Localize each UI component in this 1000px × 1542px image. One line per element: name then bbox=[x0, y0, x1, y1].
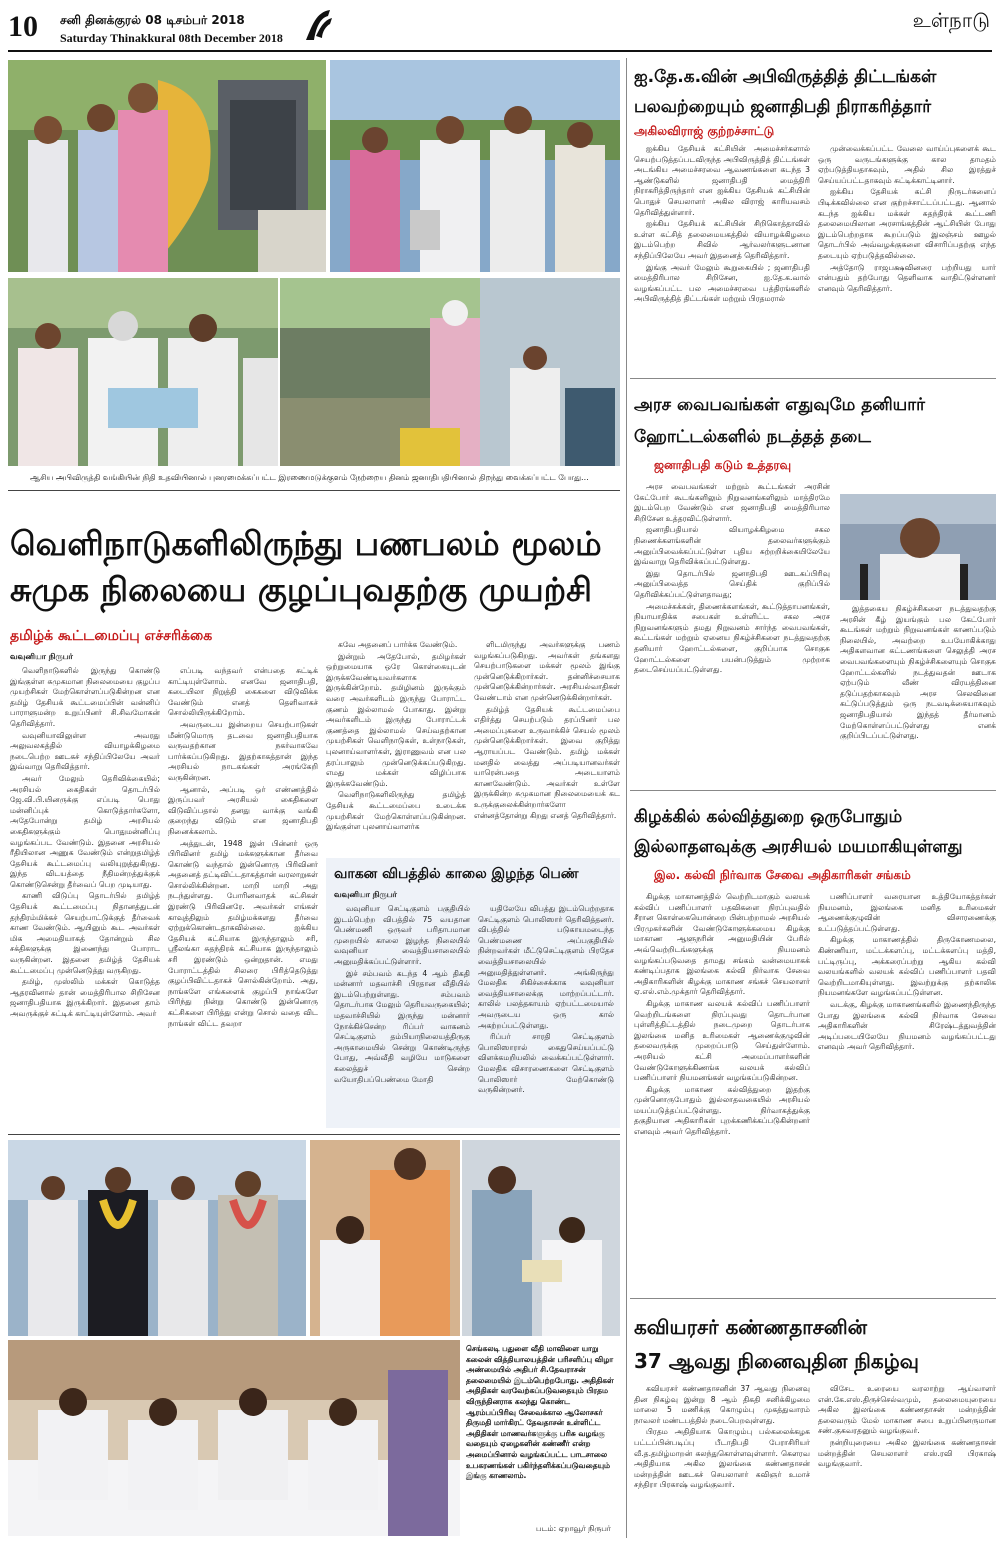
paragraph: பணிப்பாளர் வரையான உத்தியோகத்தர்கள் நியமனம், இலங்கை மனித உரிமைகள் ஆணைக்குழுவின் விசாரணைக்கு உட்படுத்தப்பட்டுள்ளது. bbox=[818, 892, 996, 933]
hotel-column-2 bbox=[840, 604, 996, 782]
tamil-date: சனி தினக்குரல் 08 டிசம்பர் 2018 bbox=[60, 13, 245, 27]
paragraph: தமிழ், முஸ்லிம் மக்கள் கொடுத்த ஆதரவினால் தான் மைத்திரிபால சிறிசேன ஜனாதிபதியாக இருக்கிறார். இதனை தாம் அவருக்குச் சுட்டிக் காட்டியுள்ளோம். அவர் bbox=[10, 977, 160, 1018]
paragraph: காணி விடுப்பு தொடர்பில் தமிழ்த் தேசியக் கூட்டமைப்பு நிதானத்துடன் தந்திரம்மிக்கச் செயற்பாட்டுக்குத் தீர்வைக் காண வேண்டும். ஆயினும் கூட அவர்கள் மிக அமைதியாகத் தோன்றும் சில சக்திகளுக்கு இணைந்து போராட வருகின்றன. இதனை தமிழ்த் தேசியக் கூட்டமைப்பு முன்னெடுத்து வருகிறது. bbox=[10, 891, 160, 975]
kannadasan-headline-line2: 37 ஆவது நினைவுதின நிகழ்வு bbox=[634, 1349, 919, 1373]
newspaper-logo-icon bbox=[302, 6, 336, 44]
paragraph: யதிலேயே விபத்து இடம்பெற்றதாக செட்டிகுளம் பொலிஸார் தெரிவித்தனர். விபத்தில் படுகாயமடைந்த பெண்மணை அப்பகுதியில் நின்றவர்கள் மீட்டுசெட்டிகுளம் பிரதேச வைத்தியசாலையில் அனுமதித்துள்ளனர். அங்கிருந்து மேலதிக சிகிச்சைக்காக வவுனியா வைத்தியசாலைக்கு மாற்றப்பட்டார். காலில் பலத்தகாயம் ஏற்பட்டமையால் அவருடைய ஒரு கால் அகற்றப்பட்டுள்ளது. bbox=[478, 904, 614, 1030]
paragraph: எப்படி வந்தவர் என்பதை சுட்டிக் காட்டியுள்ளோம். எனவே ஜனாதிபதி, கடையிலா நிறுத்தி கைகளை விடுவிக்க வேண்டும் எனத் தெளிவாகச் சொல்லியிருக்கிறோம். bbox=[168, 666, 318, 718]
photo-students-group bbox=[8, 1340, 460, 1536]
hotel-column-1 bbox=[634, 482, 830, 782]
paragraph: தமிழ்த் தேசியக் கூட்டமைப்பை எதிர்த்து செயற்படும் தரப்பினர் பல அமைப்புகளை உருவாக்கிச் செயல் மூலம் முன்னெடுக்கிறார்கள். இவை குறித்து ஆராயப்பட வேண்டும். தமிழ் மக்கள் மனதில் வைத்து அப்படியானவர்கள் யாரென்பதை அடையாளம் காணவேண்டும். அவர்கள் உள்ளே இருக்கின்ற சுமுகமான நிலைமையைக் கட உருக்குலைக்கின்றார்களோ என்னத்தோன்று கிறது எனத் தெரிவித்தார். bbox=[474, 704, 620, 820]
paragraph: கிழக்கு மாகாண கல்வித்துறை இதற்கு முன்னொருபோதும் இல்லாதவகையில் அரசியல் மயப்படுத்தப்பட்டுள்ளது. நிர்வாகத்துக்கு தகுதியான அதிகாரிகள் புறக்கணிக்கப்படுகின்றனர் எனவும் அவர் தெரிவித்தார். bbox=[634, 1084, 810, 1137]
paragraph: வவுனியாவிலுள்ள அவரது அலுவலகத்தில் வியாழக்கிழமை நடைபெற்ற ஊடகச் சந்திப்பிலேயே அவர் இவ்வாறு தெரிவித்தார். bbox=[10, 730, 160, 772]
paragraph: அவர் மேலும் தெரிவிக்கையில்; அரசியல் கைதிகள் தொடர்பில் ஜே.வி.பி.யினருக்கு எப்படி பொது மன்னிப்புக் கொடுத்தார்களோ, அதேபோன்று தமிழ் அரசியல் கைதிகளுக்கும் பொதுமன்னிப்பு வழங்கப்பட வேண்டும். இதனை அரசியல் ரீதியிலான அணுக வேண்டும் என்றுதமிழ்த் தேசியக் கூட்டமைப்பு வலியுறுத்துகிறது. இந்த விடயத்தை நீதிமன்றத்துக்குக் கொண்டுசென்று தீர்வைப் பெற முடியாது. bbox=[10, 773, 160, 889]
bottom-photo-caption: செங்கலடி பதுளை வீதி மாவிளை யாறு கலைன் வித்தியாலயத்தின் பரிசளிப்பு விழா அண்மையில் அதிபர் சி.தேவராசன் தலைமையில் இடம்பெற்றபோது. அதிதிகள் அதிதிகள் வரவேற்கப்படுவதையும் பிரதம விருந்தினராக கலந்து கொண்ட ஆரம்பப்பிரிவு சேவைக்கால ஆலோசகர் திருமதி மார்கிரட் தேவதாசன் உள்ளிட்ட அதிதிகள் மாணவர்களுக்கு பரிசு வழங்கு வதையும் ஏழைகளின் கண்ணீர் என்ற அமைப்பினால் வழங்கப்பட்ட பாடசாலை உபகரணங்கள் பகிர்ந்தளிக்கப்படுவதையும் இங்கு காணலாம். bbox=[466, 1344, 614, 1481]
paragraph: ஜனாதிபதியால் வியாழக்கிழமை சகல நிணைக்களங்களின் தலைவர்களுக்கும் அனுப்பிவைக்கப்பட்டுள்ள புதிய சுற்றறிக்கையிலேயே இவ்வாறு தெரிவிக்கப்பட்டுள்ளது. bbox=[634, 525, 830, 567]
jvp-headline-line2: பலவற்றையும் ஜனாதிபதி நிராகரித்தார் bbox=[634, 97, 932, 117]
paragraph: கிழக்கு மாகாண வலயக் கல்விப் பணிப்பாளர் வெற்றிடங்களை நிரப்புவது தொடர்பான புள்ளித்திட்டத்தில் நடைமுறை தொடர்பாக இலங்கை மனித உரிமைகள் ஆணைக்குழுவின் தலைவருக்கு முறைப்பாடு செய்துள்ளோம். அரசியல் கட்சி அமைப்பாளர்களின் வேண்டுகோளுக்கிணங்க வலயக் கல்விப் பணிப்பாளர் நியமனங்கள் வழங்கப்படுகின்றன. bbox=[634, 998, 810, 1083]
header-divider bbox=[8, 50, 992, 52]
paragraph: வடக்கு, கிழக்கு மாகாணங்களில் இணைந்திருந்த போது இலங்கை கல்வி நிர்வாக சேவை அதிகாரிகளின் சிரேஷ்டத்துவத்தின் அடிப்படையிலேயே நியமனம் வழங்கப்பட்டது எனவும் அவர் தெரிவித்தார். bbox=[818, 999, 996, 1052]
education-headline-line1: கிழக்கில் கல்வித்துறை ஒருபோதும் bbox=[634, 807, 903, 827]
paragraph: விசேட உரையை வரலாற்று ஆய்வாளர் என்.கே.எஸ்.திருச்செல்வமும், தலைமையுரையை அகில இலங்கை கண்ணதாசன் மன்றத்தின் தலைவரும் மேல் மாகாண சபை உறுப்பினருமான சண்.குகவரதனும் வழங்குவர். bbox=[818, 1384, 996, 1436]
section-label: உள்நாடு bbox=[912, 8, 990, 32]
main-story-column-1 bbox=[10, 666, 160, 1130]
divider bbox=[630, 378, 996, 379]
divider bbox=[630, 790, 996, 791]
paragraph: முன்வைக்கப்பட்ட வேலை வாய்ப்புகளைக் கூட ஒரு வருடங்களுக்கு கால தாமதம் ஏற்படுத்தியதாகவும், அதில் சில இரத்துச் செய்யப்பட்டதாகவும் சுட்டிக்காட்டினார். bbox=[818, 144, 996, 185]
kannadasan-column-1 bbox=[634, 1384, 810, 1536]
page-number: 10 bbox=[8, 10, 38, 43]
photo-student-gift bbox=[462, 1140, 620, 1336]
main-story-column-2 bbox=[168, 666, 318, 1130]
photo-cheque-presentation bbox=[8, 278, 278, 466]
paragraph: வெளிநாடுகளில் இருந்து கொண்டு இங்குள்ள சுமுகமான நிலைமையை குழப்ப முயற்சிகள் மேற்கொள்ளப்படுகின்றன என தமிழ் தேசியக் கூட்டமைப்பின் வன்னிப் பாராளுமன்ற உறுப்பினர் சி.சிவமோகன் தெரிவித்தார். bbox=[10, 666, 160, 728]
main-story-column-3 bbox=[326, 640, 466, 852]
paragraph: இது தொடர்பில் ஜனாதிபதி ஊடகப்பிரிவு அனுப்பிவைத்த செய்திக் குறிப்பில் தெரிவிக்கப்பட்டுள்ளதாவது; bbox=[634, 568, 830, 599]
paragraph: அரச வைபவங்கள் மற்றும் கூட்டங்கள் அரசின் கேட்போர் கூடங்களிலும் நிறுவனங்களிலும் மாத்திரமே இடம்பெற வேண்டும் என ஜனாதிபதி மைத்திரிபால சிறிசேன உத்தரவிட்டுள்ளார். bbox=[634, 482, 830, 523]
column-divider bbox=[626, 58, 627, 1538]
paragraph: பிரதம அதிதியாக கொழும்பு பல்கலைக்கழக பட்டப்பின்படிப்பு பீடாதிபதி பேராசிரியர் வீ.த.தமிழ்மாறன் கலந்துகொள்ளவுள்ளார். கௌரவ அதிதியாக அகில இலங்கை கண்ணதாசன் மன்றத்தின் ஊடகச் செயலாளர் கவிஞர் உமாச் சந்திரா பிரகாஷ் வழங்குவார். bbox=[634, 1427, 810, 1490]
education-column-1 bbox=[634, 892, 810, 1290]
education-subhead: இல. கல்வி நிர்வாக சேவை அதிகாரிகள் சங்கம் bbox=[654, 868, 911, 882]
divider bbox=[630, 1298, 996, 1299]
main-story-column-4 bbox=[474, 640, 620, 852]
paragraph: ஆனால், அப்படி ஒர் எண்ணத்தில் இருப்பவர் அரசியல் கைதிகளை விடுவிப்பதால் தனது வாக்கு வங்கி குறைந்து விடும் என ஜனாதிபதி நினைக்கலாம். bbox=[168, 784, 318, 836]
accident-column-2 bbox=[478, 904, 614, 1124]
kannadasan-headline-line1: கவியரசர் கண்ணதாசனின் bbox=[634, 1315, 868, 1339]
hotel-subhead: ஜனாதிபதி கடும் உத்தரவு bbox=[654, 458, 792, 472]
paragraph: கிழக்கு மாகாணத்தில் வெற்றிடமாகும் வலயக் கல்விப் பணிப்பாளர் பதவிகளை நிரப்புவதில் சீரான கொள்கையொன்றை பின்பற்றாமல் அரசியல் பிரமுகர்களின் வேண்டுகோளுக்கமைய கிழக்கு மாகாண ஆளுநரின் அனுமதியின் பேரில் அவ்வெற்றிடங்களுக்கு நியமனம் வழங்கப்படுவதை தாமது சங்கம் வன்மையாகக் கண்டிப்பதாக இலங்கை கல்வி நிர்வாக சேவை அதிகாரிகளின் கிழக்கு மாகாண சங்கச் செயலாளர் ஏ.எல்.எம்.முக்தார் தெரிவித்தார். bbox=[634, 892, 810, 997]
education-headline-line2: இல்லாதளவுக்கு அரசியல் மயமாகியுள்ளது bbox=[634, 837, 963, 857]
kannadasan-column-2 bbox=[818, 1384, 996, 1536]
paragraph: இச் சம்பவம் கடந்த 4 ஆம் திகதி மன்னார் மதவாச்சி பிரதான வீதியில் இடம்பெற்றுள்ளது. சம்பவம் தொடர்பாக மேலும் தெரியவருகையில்; மதவாச்சியில் இருந்து மன்னார் நோக்கிச்சென்ற ரிப்பர் வாகனம் செட்டிகுளம் தம்பியாநிலையத்திருகு அருகாமையில் சென்று கொண்டிருந்த போது, அவ்வீதி வழியே மாடுகளை கலைத்துச் சென்ற வயோதிபப்பெண்மை மோதி bbox=[334, 968, 470, 1084]
education-column-2 bbox=[818, 892, 996, 1290]
paragraph: இத்தகைய நிகழ்ச்சிகளை நடத்துவதற்கு அரசின் கீழ் இயங்கும் பல கேட்போர் கூடங்கள் மற்றும் நிறுவனங்கள் காணப்படும் நிலையில், அவற்றை உபயோகிக்காது அதிகளவான கட்டணங்களை செலுத்தி அரச வைபவங்களையும் நிகழ்ச்சிகளையும் சொகுசு ஹோட்டல்களில் நடத்துவதன் ஊடாக ஏற்படும் வீண் விரயத்தினை தடுப்பதற்காகவும் அரச செலவினை கட்டுப்படுத்தும் ஒரு நடவடிக்கையாகவும் ஜனாதிபதியால் இந்தத் தீர்மானம் மேற்கொள்ளப்பட்டுள்ளது எனக் குறிப்பிடப்பட்டுள்ளது. bbox=[840, 604, 996, 741]
photo-guests-garlands bbox=[8, 1140, 306, 1336]
jvp-column-1 bbox=[634, 144, 810, 368]
paragraph: இங்கு அவர் மேலும் கூறுகையில் ; ஜனாதிபதி மைத்திரிபால சிறிசேன, ஐ.தே.க.வால் வழங்கப்பட்ட பல அமைச்சரவை பத்திரங்களில் அபிவிருத்தித் திட்டங்கள் மற்றும் பிரதமரால் bbox=[634, 262, 810, 304]
jvp-column-2 bbox=[818, 144, 996, 368]
paragraph: ஐக்கிய தேசியக் கட்சி நிருடர்களைப் பிடிக்கவில்லை என குற்றச்சாட்டப்பட்டது. ஆனால் கடந்த ஐக்கிய மக்கள் சுதந்திரக் கூட்டணி தலைமையிலான அரசாங்கத்தின் ஆட்சியின் போது இடம்பெற்றதாக கூறப்படும் இலஞ்சம் ஊழல் தொடர்பில் அவ்வழக்குகளை விசாரிப்பதற்கு எந்த தடையும் ஏற்படுத்தவில்லை. bbox=[818, 187, 996, 260]
jvp-headline-line1: ஐ.தே.க.வின் அபிவிருத்தித் திட்டங்கள் bbox=[634, 67, 937, 87]
paragraph: நன்றியுரையை அகில இலங்கை கண்ணதாசன் மன்றத்தின் செயலாளர் எஸ்.ரவி பிரகாஷ் வழங்குவார். bbox=[818, 1437, 996, 1469]
photo-president bbox=[840, 494, 996, 600]
paragraph: இன்றும் அதேபோல், தமிழர்கள் ஒற்றுமையாக ஒரே கொள்கையுடன் இருக்கவேண்டியவர்களாக இருக்கின்றோம். தமிழினம் இருக்கும் வரை அவர்களிடம் இருந்து போராட்ட குணம் இல்லாமல் போகாது. இன்று அவர்களிடம் இருந்து போராட்டக் குணத்தை இல்லாமல் செய்வதற்கான முயற்சிகள் வெளிநாடுகள், உள்நாடுகள், புலனாய்வாளர்கள், இராணுவம் என பல தரப்பாலும் முன்னெடுக்கப்படுகிறது. எமது மக்கள் விழிப்பாக இருக்கவேண்டும். bbox=[326, 651, 466, 788]
divider bbox=[8, 490, 620, 491]
paragraph: அவருடைய இன்றைய செயற்பாடுகள் மீண்டுமொரு தடவை ஜனாதிபதியாக வருவதற்கான நகர்வாகவே பார்க்கப்படுகிறது. இதற்காகத்தான் இந்த அரசியல் நாடகங்கள் அரங்கேறி வருகின்றன. bbox=[168, 719, 318, 782]
photo-unveiling-plaque bbox=[8, 60, 326, 272]
paragraph: கிழக்கு மாகாணத்தில் திருகோணமலை, கிண்ணியா, மட்டக்களப்பு, மட்டக்களப்பு மத்தி, பட்டிருப்பு, அக்கரைப்பற்று ஆகிய கல்வி வலயங்களில் வலயக் கல்விப் பணிப்பாளர் பதவி வெற்றிடமாகியுள்ளது. இவற்றுக்கு தற்காலிக நியமனங்களே வழங்கப்பட்டுள்ளன. bbox=[818, 935, 996, 998]
accident-headline: வாகன விபத்தில் காலை இழந்த பெண் bbox=[334, 866, 579, 882]
photo-girl-prize bbox=[310, 1140, 460, 1336]
paragraph: கவே அதனைப் பார்க்க வேண்டும். bbox=[338, 640, 458, 649]
paragraph: கவியரசர் கண்ணதாசனின் 37 ஆவது நினைவு தின நிகழ்வு இன்று 8 ஆம் திகதி சனிக்கிழமை மாலை 5 மணிக்கு கொழும்பு முகத்துவாரம் நாவலர் மண்டபத்தில் நடைபெறவுள்ளது. bbox=[634, 1384, 810, 1425]
paragraph: ளிடமிருந்து அவர்களுக்கு பணம் வழங்கப்படுகிறது. அவர்கள் தங்களது செயற்பாடுகளை மக்கள் மூலம் இங்கு முன்னெடுக்கிறார்கள். தன்னிச்சையாக முன்னெடுக்கின்றார்கள். அரசியல்வாதிகள் வேண்டாம் என முன்னெடுக்கின்றார்கள். bbox=[474, 640, 620, 702]
main-headline-line2: சுமுக நிலையை குழப்புவதற்கு முயற்சி bbox=[10, 570, 592, 609]
hotel-headline-line1: அரச வைபவங்கள் எதுவுமே தனியார் bbox=[634, 395, 926, 415]
jvp-subhead: அகிலவிராஜ் குற்றச்சாட்டு bbox=[634, 124, 775, 138]
hotel-headline-line2: ஹோட்டல்களில் நடத்தத் தடை bbox=[634, 427, 871, 447]
paragraph: அமைச்சுக்கள், திணைக்களங்கள், கூட்டுத்தாபனங்கள், நியாயாதிக்க சபைகள் உள்ளிட்ட சகல அரச நிறுவனங்களும் தமது நிறுவனம் சார்ந்த வைபவங்கள், கூட்டங்கள் மற்றும் ஏனைய நிகழ்ச்சிகளை நடத்துவதற்கு தனியார் ஹோட்டல்களை, குறிப்பாக சொகுசு ஹோட்டல்களை பயன்படுத்தும் முற்றாக தடைசெய்யப்பட்டுள்ளது. bbox=[634, 601, 830, 675]
main-byline: வவுனியா நிருபர் bbox=[10, 652, 73, 661]
paragraph: அத்தோடு ராஜபக்ஷவினரை பற்றியது யார் என்பதும் தற்போது தெளிவாக வாதிட்டுள்ளனர் எனவும் தெரிவித்தார். bbox=[818, 262, 996, 293]
paragraph: வெளிநாடுகளிலிருந்து தமிழ்த் தேசியக் கூட்டமைப்பை உடைக்க முயற்சிகள் மேற்கொள்ளப்படுகின்றன. இங்குள்ள புலனாய்வாளர்க bbox=[326, 790, 466, 832]
paragraph: அத்துடன், 1948 இன் பின்னர் ஒரு பிரிவினர் தமிழ் மக்களுக்கான தீர்வை கொண்டு வந்தால் இன்னொரு பிரிவினர் அதனைத் தட்டிவிட்டதாகத்தான் வரலாறுகள் சொல்லிக்கின்றன. மாறி மாறி அது நடந்துள்ளது. போரினவாதக் கட்சிகள் இரண்டு பிரிவினரே. அவர்கள் எங்கள் காவுத்திலும் தமிழ்மக்களது தீர்வை ஏற்றுக்கொண்டதாகவில்லை. ஐக்கிய தேசியக் கட்சியாக இருந்தாலும் சரி, ஸ்ரீலங்கா சுதந்திரக் கட்சியாக இருந்தாலும் சரி இரண்டும் ஒன்றுதான். எமது போராட்டத்தில் சிலரை பிரித்தெடுத்து குழப்பிவிட்டதாகச் சொல்கின்றோம். அது, நாங்களே எங்களைக் குழப்பி நாங்களே பிரிந்து நின்று கொண்டு இன்னொரு கட்சிகளை பிரித்து என்று சொல் வதை விட நாங்கள் விட்ட தவறா bbox=[168, 838, 318, 1028]
photo-credit: படம்: ஏறாவூர் நிருபர் bbox=[536, 1524, 611, 1533]
paragraph: ஐக்கிய தேசியக் கட்சியின் அமைச்சர்களால் செயற்படுத்தப்படவிருந்த அபிவிருத்தித் திட்டங்கள் அடங்கிய அமைச்சரவை ஆவணங்களை கடந்த 3 ஆண்டுகளில் ஜனாதிபதி மைத்திரி நிராகரித்திருந்தார் என ஐக்கிய தேசியக் கட்சியின் பொதுச் செயலாளர் அகில விராஜ் காரியவசம் தெரிவித்துள்ளார். bbox=[634, 144, 810, 217]
paragraph: வவுனியா செட்டிகுளம் பகுதியில் இடம்பெற்ற விபத்தில் 75 வயதான பெண்மணி ஒருவர் பரிதாபமான முறையில் காலை இழந்த நிலையில் வவுனியா வைத்தியசாலையில் அனுமதிக்கப்பட்டுள்ளார். bbox=[334, 904, 470, 966]
photo-reservoir-opening bbox=[280, 278, 620, 466]
top-photo-caption: ஆசிய அபிவிருத்தி வங்கியின் நிதி உதவியினால் புனரமைக்கப்பட்ட இரணைமடுக்குளம் நேற்றைய தினம் ஜனாதிபதியினால் திறந்து வைக்கப்பட்ட போது... bbox=[30, 473, 589, 482]
paragraph: ஐக்கிய தேசியக் கட்சியின் சிறிகொத்தாவில் உள்ள கட்சித் தலைமையகத்தில் வியாழக்கிழமை இடம்பெற்ற சிவில் ஆர்வலர்களுடனான சந்திப்பிலேயே அவர் இதனைத் தெரிவித்தார். bbox=[634, 219, 810, 260]
paragraph: ரிப்பர் சாரதி செட்டிகுளம் பொலிஸாரால் கைதுசெய்யப்பட்டு விளக்கமறியலில் வைக்கப்பட்டுள்ளார். மேலதிக விசாரணைகளை செட்டிகுளம் பொலிஸார் மேற்கொண்டு வருகின்றனர். bbox=[478, 1032, 614, 1095]
photo-lamp-ceremony bbox=[330, 60, 620, 272]
english-date: Saturday Thinakkural 08th December 2018 bbox=[60, 31, 283, 45]
main-subhead: தமிழ்க் கூட்டமைப்பு எச்சரிக்கை bbox=[10, 628, 213, 644]
accident-column-1 bbox=[334, 904, 470, 1124]
accident-byline: வவுனியா நிருபர் bbox=[334, 890, 397, 899]
main-headline-line1: வெளிநாடுகளிலிருந்து பணபலம் மூலம் bbox=[10, 524, 602, 563]
divider bbox=[8, 1134, 620, 1135]
